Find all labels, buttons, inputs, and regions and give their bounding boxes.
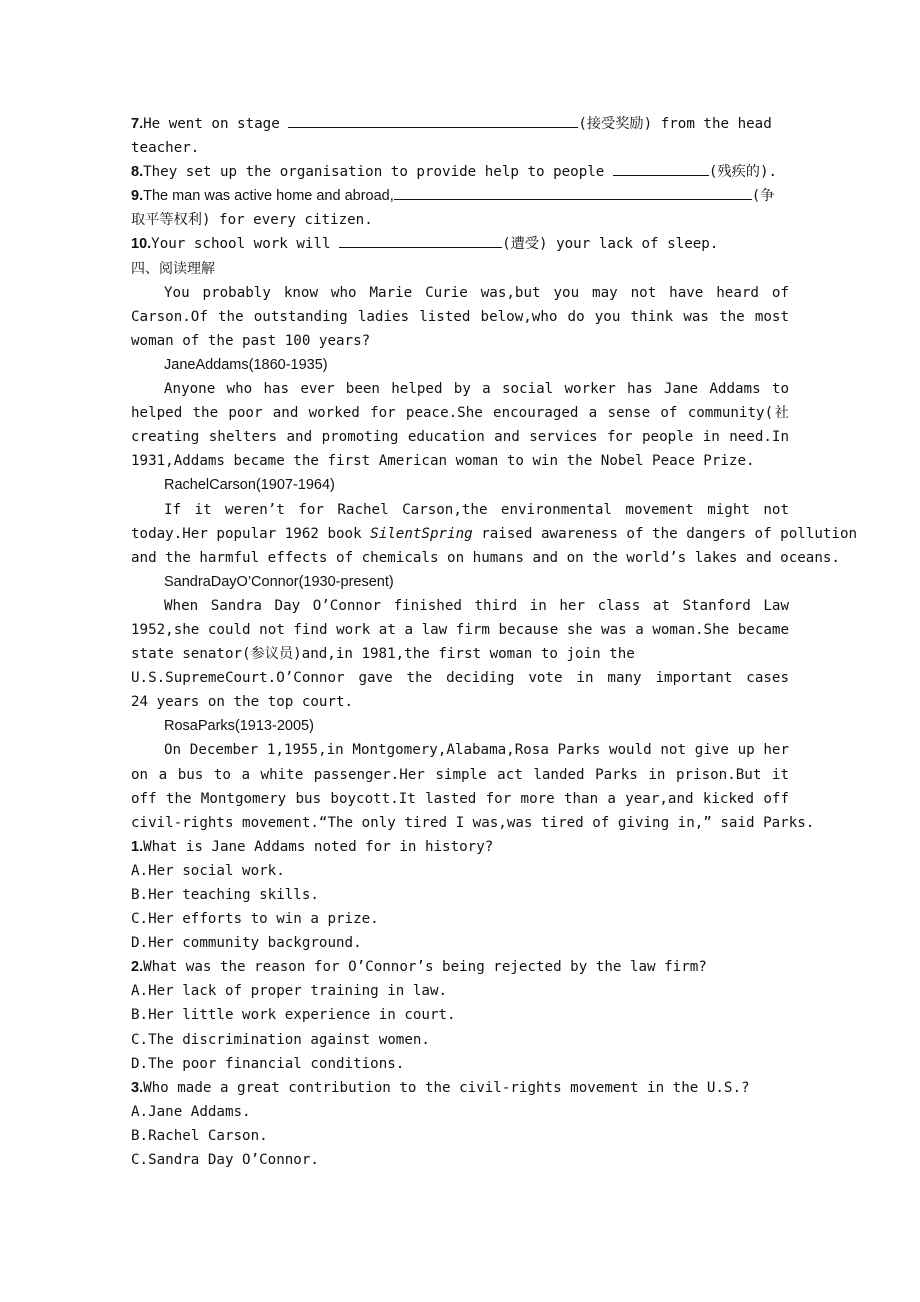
answer-option[interactable]: B.Rachel Carson. [131,1127,268,1144]
answer-option[interactable]: A.Her lack of proper training in law. [131,983,448,1000]
profile-text: raised awareness of the dangers of pollution [472,525,858,542]
profile-line: helped the poor and worked for peace.She encouraged a sense of community(社 [131,405,789,422]
item-number: 8. [131,164,144,181]
answer-option[interactable]: B.Her little work experience in court. [131,1007,456,1024]
profile-line: 1952,she could not find work at a law firm because she was a woman.She became [131,621,789,638]
answer-blank[interactable] [288,112,578,128]
answer-option[interactable]: C.The discrimination against women. [131,1031,430,1048]
answer-option[interactable]: A.Jane Addams. [131,1103,251,1120]
profile-line: If it weren’t for Rachel Carson,the environmental movement might not [164,501,789,518]
chinese-hint: (争 [751,188,775,205]
profile-line: civil-rights movement.“The only tired I was,was tired of giving in,” said Parks. [131,814,815,831]
answer-option[interactable]: B.Her teaching skills. [131,887,319,903]
item-text: The man was active home and abroad, [143,188,394,205]
profile-line: on a bus to a white passenger.Her simple act landed Parks in prison.But it [131,766,789,783]
profile-line: 24 years on the top court. [131,694,354,711]
profile-heading-jane-addams: JaneAddams(1860-1935) [164,356,328,373]
intro-line: woman of the past 100 years? [131,332,371,349]
document-page [131,112,858,1172]
question-text: What is Jane Addams noted for in history? [143,838,494,855]
question-1 [131,835,789,859]
item-text-after: from the head [652,116,772,132]
answer-option[interactable]: C.Her efforts to win a prize. [131,911,379,928]
item-number: 10. [131,236,152,253]
answer-blank[interactable] [339,232,502,248]
profile-line: state senator(参议员)and,in 1981,the first woman to join the [131,646,635,663]
profile-line: Anyone who has ever been helped by a social worker has Jane Addams to [164,381,789,398]
question-number: 3. [131,1079,144,1096]
question-2 [131,955,789,979]
profile-line: When Sandra Day O’Connor finished third in her class at Stanford Law [164,597,789,614]
answer-option[interactable]: A.Her social work. [131,862,285,879]
profile-line: On December 1,1955,in Montgomery,Alabama,Rosa Parks would not give up her [164,742,789,759]
item-text: They set up the organisation to provide help to people [143,164,613,181]
answer-blank[interactable] [394,184,752,200]
answer-option[interactable]: C.Sandra Day O’Connor. [131,1152,319,1169]
fill-blank-9 [131,184,789,208]
profile-line: U.S.SupremeCourt.O’Connor gave the deciding vote in many important cases [131,670,789,687]
profile-line: creating shelters and promoting education and services for people in need.In [131,429,789,446]
item-number: 7. [131,116,144,132]
answer-option[interactable]: D.Her community background. [131,935,362,952]
chinese-hint: (接受奖励) [578,116,653,132]
item-text-continued: teacher. [131,140,200,157]
intro-line: Carson.Of the outstanding ladies listed below,who do you think was the most [131,308,789,325]
intro-line: You probably know who Marie Curie was,but you may not have heard of [164,284,789,301]
fill-blank-9-cont [131,208,789,232]
item-text-continued: 取平等权利) for every citizen. [131,212,373,229]
profile-line: 1931,Addams became the first American woman to win the Nobel Peace Prize. [131,453,755,470]
fill-blank-8 [131,160,789,184]
item-text: He went on stage [143,116,289,132]
item-text-after: your lack of sleep. [547,236,719,253]
profile-heading-rosa-parks: RosaParks(1913-2005) [164,718,314,735]
question-number: 1. [131,838,144,855]
profile-line: and the harmful effects of chemicals on humans and on the world’s lakes and oceans. [131,549,840,566]
question-text: Who made a great contribution to the civil-rights movement in the U.S.? [143,1079,750,1096]
answer-blank[interactable] [613,160,709,176]
fill-blank-7-cont [131,136,789,160]
chinese-hint: (遭受) [502,236,548,253]
fill-blank-10 [131,232,789,256]
question-number: 2. [131,959,144,976]
profile-heading-sandra-day-oconnor: SandraDayO’Connor(1930-present) [164,573,394,590]
item-number: 9. [131,188,144,205]
item-text: Your school work will [151,236,340,253]
profile-line-with-book [131,522,858,546]
fill-blank-7 [131,112,789,136]
question-3 [131,1076,789,1100]
profile-text: today.Her popular 1962 book [131,525,371,542]
question-text: What was the reason for O’Connor’s being rejected by the law firm? [143,959,707,976]
section-title: 四、阅读理解 [131,260,215,277]
chinese-hint: (残疾的). [708,164,778,181]
answer-option[interactable]: D.The poor financial conditions. [131,1055,405,1072]
profile-line: off the Montgomery bus boycott.It lasted for more than a year,and kicked off [131,790,789,807]
profile-heading-rachel-carson: RachelCarson(1907-1964) [164,477,335,494]
book-title: SilentSpring [370,525,473,542]
